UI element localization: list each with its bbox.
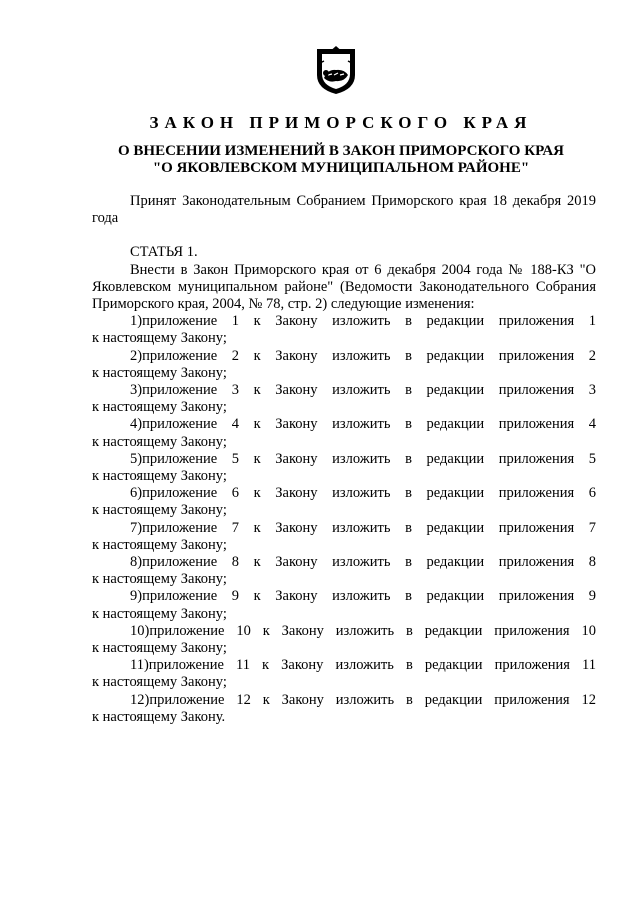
amendment-word: 7 xyxy=(231,519,240,536)
amendment-word: в xyxy=(405,588,412,605)
amendment-word: 10 xyxy=(236,622,251,639)
amendment-word: к xyxy=(253,313,261,330)
amendment-word: Закону xyxy=(275,416,318,433)
amendment-word: редакции xyxy=(426,347,485,364)
amendment-item xyxy=(92,554,596,588)
amendment-word: 1)приложение xyxy=(130,313,218,330)
amendment-word: Закону xyxy=(281,622,324,639)
amendment-word: Закону xyxy=(275,588,318,605)
amendment-item-line xyxy=(92,313,596,330)
amendment-item-tail: к настоящему Закону; xyxy=(92,468,227,485)
amendment-item-tail: к настоящему Закону; xyxy=(92,364,227,381)
subtitle-line-1: О ВНЕСЕНИИ ИЗМЕНЕНИЙ В ЗАКОН ПРИМОРСКОГО КРАЯ xyxy=(118,143,564,159)
amendment-word: приложения xyxy=(494,691,570,708)
amendment-item xyxy=(92,588,596,622)
law-title: ЗАКОН ПРИМОРСКОГО КРАЯ xyxy=(149,113,533,132)
amendment-word: 4)приложение xyxy=(130,416,218,433)
amendment-word: 8)приложение xyxy=(130,554,218,571)
amendment-word: изложить xyxy=(332,450,391,467)
amendment-word: приложения xyxy=(498,485,575,502)
amendment-word: в xyxy=(405,485,412,502)
amendment-word: к xyxy=(253,554,261,571)
amendment-word: 3 xyxy=(231,382,240,399)
amendment-item-line xyxy=(92,382,596,399)
amendment-word: 2 xyxy=(588,347,596,364)
amendment-item-line xyxy=(92,623,596,640)
amendment-word: 11 xyxy=(582,657,596,674)
amendment-word: Закону xyxy=(275,313,318,330)
amendment-item-line xyxy=(92,416,596,433)
amendment-word: в xyxy=(405,450,412,467)
amendment-word: к xyxy=(253,588,261,605)
amendment-word: приложения xyxy=(494,622,570,639)
amendment-word: 2 xyxy=(231,347,240,364)
amendment-word: в xyxy=(405,657,413,674)
amendment-word: к xyxy=(253,519,261,536)
amendment-word: 3)приложение xyxy=(130,382,218,399)
amendment-word: Закону xyxy=(275,519,318,536)
amendment-item xyxy=(92,348,596,382)
amendment-word: 2)приложение xyxy=(130,347,218,364)
amendment-item xyxy=(92,692,596,726)
amendment-item-tail: к настоящему Закону; xyxy=(92,502,227,519)
article-intro: Внести в Закон Приморского края от 6 декабря 2004 года № 188-КЗ "О Яковлевском муниципальном районе" (Ведомости Законодательного Собрания Приморского края, 2004, № 78, стр. 2) следующие изменения: xyxy=(92,261,596,313)
amendment-word: к xyxy=(253,485,261,502)
amendment-word: приложения xyxy=(498,347,575,364)
amendment-item-line xyxy=(92,485,596,502)
amendment-word: приложения xyxy=(498,588,575,605)
amendment-word: к xyxy=(253,382,261,399)
amendment-item-line xyxy=(92,657,596,674)
amendment-word: приложения xyxy=(494,657,570,674)
amendment-word: редакции xyxy=(424,657,483,674)
amendment-word: в xyxy=(405,416,412,433)
amendment-word: приложения xyxy=(498,450,575,467)
amendment-word: Закону xyxy=(275,450,318,467)
amendment-word: в xyxy=(406,622,413,639)
amendment-word: изложить xyxy=(332,588,391,605)
amendment-word: редакции xyxy=(426,382,485,399)
amendment-word: изложить xyxy=(335,691,395,708)
amendment-word: 5 xyxy=(231,450,240,467)
amendment-word: приложения xyxy=(498,416,575,433)
amendment-word: редакции xyxy=(426,416,485,433)
amendment-item xyxy=(92,485,596,519)
amendment-word: 11)приложение xyxy=(130,657,224,674)
amendment-item xyxy=(92,313,596,347)
amendment-list xyxy=(92,313,596,726)
amendment-word: изложить xyxy=(332,347,391,364)
amendment-word: Закону xyxy=(275,554,318,571)
amendment-item xyxy=(92,382,596,416)
law-subtitle xyxy=(0,143,640,177)
article-heading: СТАТЬЯ 1. xyxy=(130,244,198,261)
amendment-word: 9 xyxy=(588,588,596,605)
amendment-word: изложить xyxy=(332,554,391,571)
amendment-word: 6 xyxy=(231,485,240,502)
amendment-word: изложить xyxy=(332,382,391,399)
amendment-word: редакции xyxy=(426,554,485,571)
amendment-item-tail: к настоящему Закону; xyxy=(92,330,227,347)
amendment-word: редакции xyxy=(426,450,485,467)
amendment-item xyxy=(92,520,596,554)
amendment-word: в xyxy=(405,382,412,399)
amendment-item-line xyxy=(92,348,596,365)
amendment-word: 7 xyxy=(588,519,596,536)
amendment-word: к xyxy=(253,347,261,364)
amendment-word: 12 xyxy=(236,691,251,708)
amendment-word: 4 xyxy=(231,416,240,433)
amendment-word: 9)приложение xyxy=(130,588,218,605)
law-body xyxy=(92,193,596,726)
amendment-word: Закону xyxy=(281,691,324,708)
amendment-word: 6 xyxy=(588,485,596,502)
amendment-word: 4 xyxy=(588,416,596,433)
amendment-word: приложения xyxy=(498,313,575,330)
amendment-word: к xyxy=(253,450,261,467)
amendment-word: изложить xyxy=(335,622,395,639)
amendment-item-tail: к настоящему Закону; xyxy=(92,640,227,657)
amendment-word: редакции xyxy=(426,485,485,502)
amendment-word: 5)приложение xyxy=(130,450,218,467)
amendment-item-line xyxy=(92,520,596,537)
amendment-item-tail: к настоящему Закону; xyxy=(92,605,227,622)
amendment-item-line xyxy=(92,554,596,571)
amendment-item xyxy=(92,416,596,450)
amendment-item xyxy=(92,623,596,657)
amendment-word: 1 xyxy=(231,313,240,330)
amendment-word: 9 xyxy=(231,588,240,605)
amendment-word: редакции xyxy=(424,691,483,708)
amendment-word: приложения xyxy=(498,519,575,536)
amendment-word: 3 xyxy=(588,382,596,399)
amendment-item-tail: к настоящему Закону; xyxy=(92,536,227,553)
amendment-word: 10)приложение xyxy=(130,622,225,639)
amendment-word: редакции xyxy=(426,313,485,330)
amendment-word: 10 xyxy=(581,622,596,639)
amendment-word: редакции xyxy=(426,519,485,536)
amendment-word: 5 xyxy=(588,450,596,467)
amendment-word: изложить xyxy=(332,416,391,433)
amendment-word: редакции xyxy=(426,588,485,605)
amendment-item xyxy=(92,451,596,485)
amendment-word: 12 xyxy=(581,691,596,708)
amendment-item-tail: к настоящему Закону. xyxy=(92,708,226,725)
subtitle-line-2: "О ЯКОВЛЕВСКОМ МУНИЦИПАЛЬНОМ РАЙОНЕ" xyxy=(152,160,530,176)
amendment-word: в xyxy=(405,313,412,330)
amendment-word: к xyxy=(253,416,261,433)
amendment-item-line xyxy=(92,692,596,709)
adoption-statement: Принят Законодательным Собранием Приморского края 18 декабря 2019 года xyxy=(92,193,596,227)
amendment-word: 12)приложение xyxy=(130,691,225,708)
amendment-word: в xyxy=(405,519,412,536)
amendment-word: изложить xyxy=(332,519,391,536)
amendment-item-line xyxy=(92,451,596,468)
amendment-word: изложить xyxy=(332,485,391,502)
amendment-word: 6)приложение xyxy=(130,485,218,502)
amendment-word: в xyxy=(405,554,412,571)
amendment-item-tail: к настоящему Закону; xyxy=(92,399,227,416)
amendment-word: изложить xyxy=(332,313,391,330)
amendment-word: в xyxy=(405,347,412,364)
amendment-word: приложения xyxy=(498,382,575,399)
amendment-word: приложения xyxy=(498,554,575,571)
amendment-word: Закону xyxy=(275,347,318,364)
amendment-word: к xyxy=(262,657,270,674)
amendment-word: Закону xyxy=(275,382,318,399)
amendment-word: редакции xyxy=(424,622,483,639)
amendment-word: 1 xyxy=(588,313,596,330)
amendment-word: 7)приложение xyxy=(130,519,218,536)
amendment-word: к xyxy=(262,691,270,708)
amendment-item-tail: к настоящему Закону; xyxy=(92,674,227,691)
amendment-item-tail: к настоящему Закону; xyxy=(92,433,227,450)
amendment-item xyxy=(92,657,596,691)
amendment-word: Закону xyxy=(281,657,324,674)
amendment-item-tail: к настоящему Закону; xyxy=(92,571,227,588)
amendment-word: 8 xyxy=(231,554,240,571)
amendment-item-line xyxy=(92,588,596,605)
amendment-word: в xyxy=(406,691,413,708)
amendment-word: Закону xyxy=(275,485,318,502)
amendment-word: 8 xyxy=(588,554,596,571)
amendment-word: 11 xyxy=(235,657,250,674)
amendment-word: изложить xyxy=(335,657,394,674)
amendment-word: к xyxy=(262,622,270,639)
coat-of-arms-tiger-icon xyxy=(314,45,358,95)
